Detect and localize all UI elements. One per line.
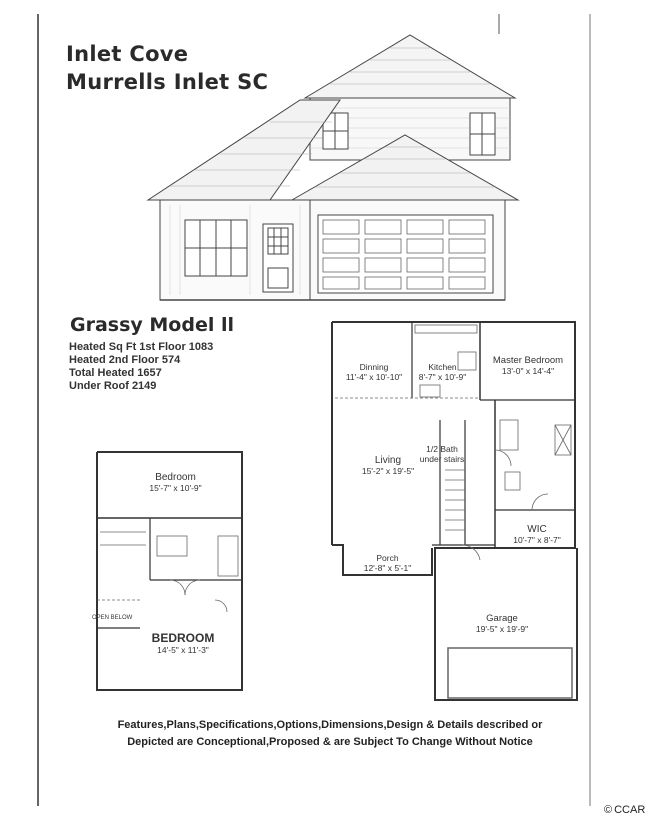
room-living: Living 15'-2" x 19'-5" <box>361 455 415 476</box>
stat-2nd-floor: Heated 2nd Floor 574 <box>69 354 181 366</box>
room-kitchen: Kitchen 8'-7" x 10'-9" <box>418 362 467 382</box>
room-bedroom-upper: Bedroom 15'-7" x 10'-9" <box>149 472 202 493</box>
model-name: Grassy Model ll <box>70 314 235 336</box>
stat-under-roof: Under Roof 2149 <box>69 380 157 392</box>
stat-1st-floor: Heated Sq Ft 1st Floor 1083 <box>69 341 214 353</box>
room-bedroom-lower: BEDROOM 14'-5" x 11'-3" <box>151 631 215 655</box>
copyright-icon: © <box>604 804 613 816</box>
room-dinning: Dinning 11'-4" x 10'-10" <box>345 362 403 382</box>
room-half-bath: 1/2 Bath under stairs <box>419 444 465 464</box>
room-garage: Garage 19'-5" x 19'-9" <box>475 613 529 634</box>
room-porch: Porch 12'-8" x 5'-1" <box>363 553 412 573</box>
ccar-label: CCAR <box>614 804 646 816</box>
model-stats <box>69 341 213 393</box>
community-name: Inlet Cove <box>66 42 189 66</box>
disclaimer-line-1: Features,Plans,Specifications,Options,Dimensions,Design & Details described or <box>117 719 543 731</box>
disclaimer <box>110 717 550 751</box>
open-below-label: OPEN BELOW <box>92 615 133 621</box>
room-master-bedroom: Master Bedroom 13'-0" x 14'-4" <box>492 355 564 376</box>
stat-total-heated: Total Heated 1657 <box>69 367 162 379</box>
disclaimer-line-2: Depicted are Conceptional,Proposed & are Subject To Change Without Notice <box>127 736 533 748</box>
ccar-badge <box>604 804 645 816</box>
location-name: Murrells Inlet SC <box>66 70 269 94</box>
room-wic: WIC 10'-7" x 8'-7" <box>513 524 561 545</box>
